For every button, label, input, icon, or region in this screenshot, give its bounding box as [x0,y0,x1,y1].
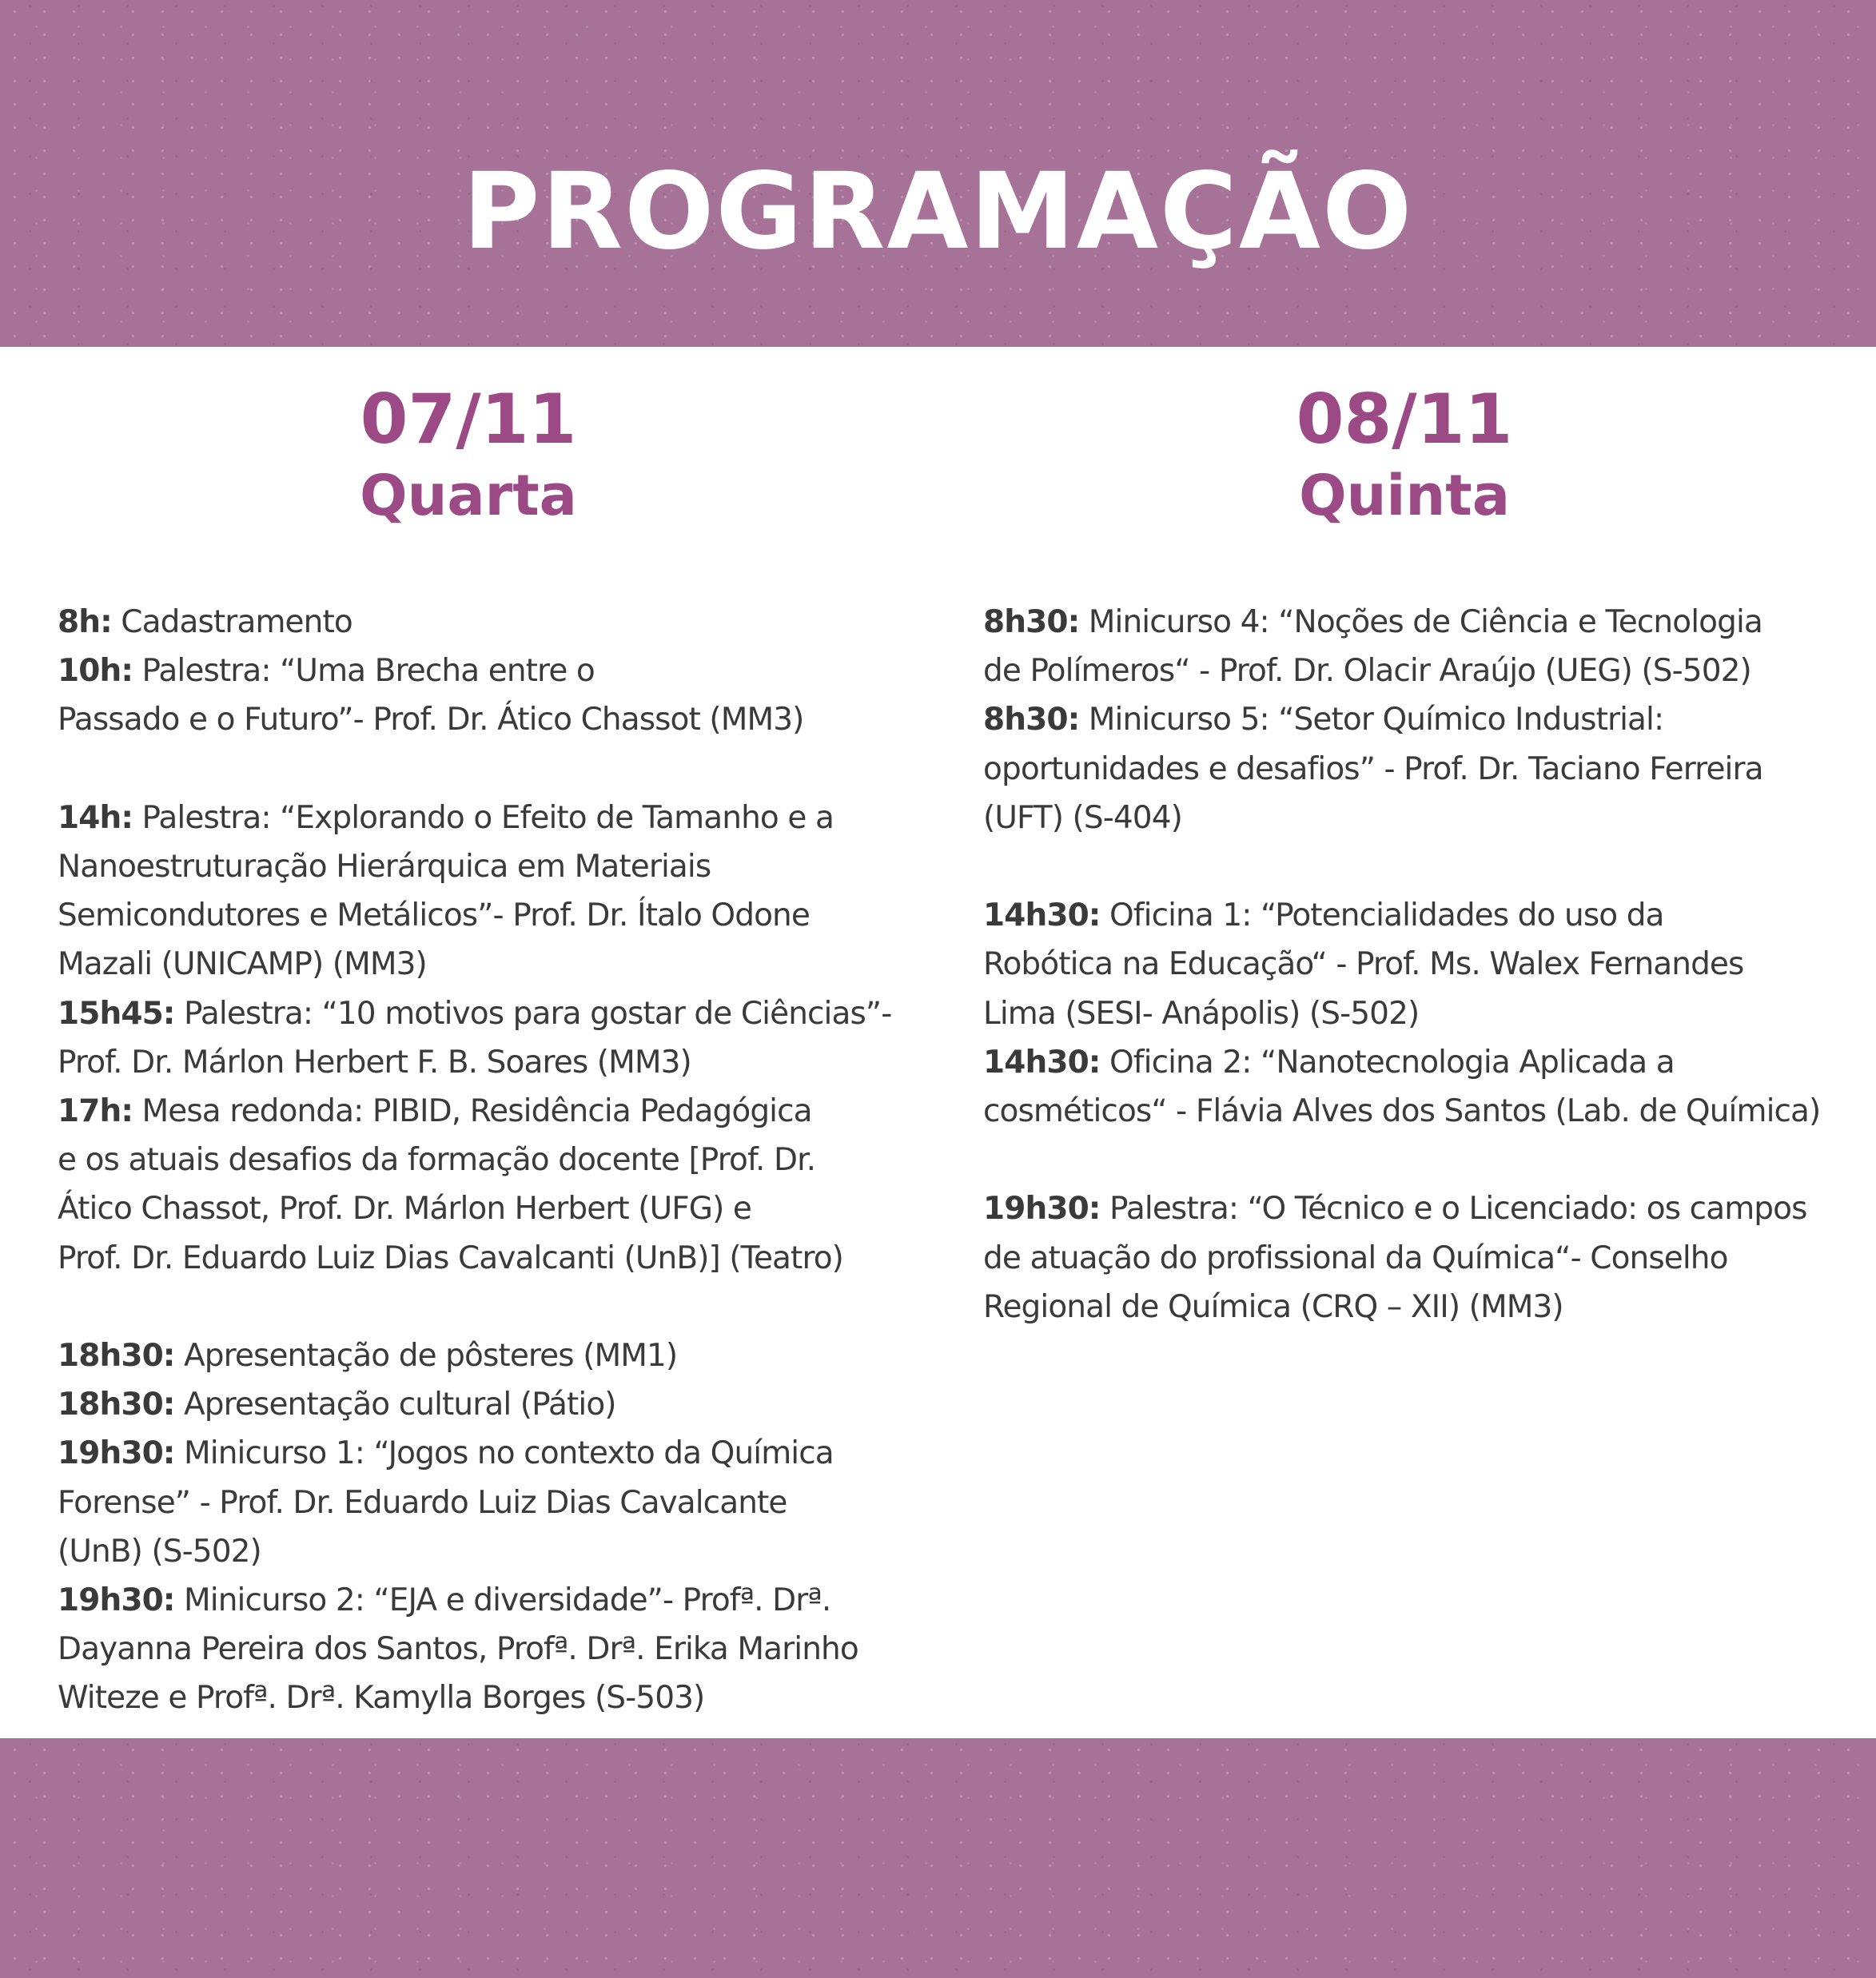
footer-band [0,1738,1876,1978]
schedule-entry [983,1038,1870,1136]
entry-text: de atuação do profissional da Química“- Conselho [983,1240,1728,1276]
entry-time: 18h30: [58,1338,175,1375]
schedule-entry [58,1429,953,1576]
entry-text: Prof. Dr. Eduardo Luiz Dias Cavalcanti (UnB)] (Teatro) [58,1240,843,1276]
entry-text: Nanoestruturação Hierárquica em Materiais [58,849,711,885]
entry-time: 15h45: [58,995,175,1032]
entry-text: Palestra: “Explorando o Efeito de Tamanho e a [133,799,834,836]
entry-time: 8h30: [983,604,1080,640]
schedule-entry [58,1331,953,1380]
entry-time: 17h: [58,1093,133,1130]
schedule-entry [58,1380,953,1429]
entry-text: Witeze e Profª. Drª. Kamylla Borges (S-503) [58,1680,705,1717]
day-header-thursday [1165,380,1644,531]
entry-time: 14h: [58,799,133,836]
entry-text: Minicurso 1: “Jogos no contexto da Química [174,1435,834,1472]
entry-text: oportunidades e desafios” - Prof. Dr. Taciano Ferreira [983,750,1763,787]
day-header-wednesday [229,380,708,531]
entry-text: Palestra: “10 motivos para gostar de Ciências”- [174,995,892,1032]
entry-time: 8h: [58,604,112,640]
entry-text: Regional de Química (CRQ – XII) (MM3) [983,1288,1563,1325]
entry-text: Minicurso 2: “EJA e diversidade”- Profª. Drª. [174,1582,831,1619]
entry-text: e os atuais desafios da formação docente [Prof. Dr. [58,1142,816,1179]
entry-text: Semicondutores e Metálicos”- Prof. Dr. Ítalo Odone [58,897,810,934]
entry-time: 18h30: [58,1387,175,1423]
entry-text: Prof. Dr. Márlon Herbert F. B. Soares (MM3) [58,1044,691,1081]
entry-time: 14h30: [983,897,1101,934]
schedule-entry [983,695,1870,842]
schedule-entry [58,794,953,989]
entry-time: 10h: [58,653,133,690]
day-date: 08/11 [1296,380,1513,460]
entry-text: Mesa redonda: PIBID, Residência Pedagógica [133,1093,812,1130]
schedule-entry [58,647,953,744]
page-title: PROGRAMAÇÃO [462,150,1414,273]
schedule-entry [58,1087,953,1283]
entry-text: Cadastramento [111,604,352,640]
entry-text: Oficina 2: “Nanotecnologia Aplicada a [1100,1044,1675,1081]
entry-text: Robótica na Educação“ - Prof. Ms. Walex Fernandes [983,946,1744,983]
entry-text: Palestra: “O Técnico e o Licenciado: os campos [1100,1191,1807,1228]
schedule-entry [983,1184,1870,1331]
entry-text: Forense” - Prof. Dr. Eduardo Luiz Dias Cavalcante [58,1484,787,1521]
entry-text: cosméticos“ - Flávia Alves dos Santos (Lab. de Química) [983,1093,1821,1130]
entry-text: Mazali (UNICAMP) (MM3) [58,946,427,983]
schedule-entry [983,598,1870,695]
entry-text: Passado e o Futuro”- Prof. Dr. Ático Chassot (MM3) [58,702,804,738]
entry-time: 14h30: [983,1044,1101,1081]
schedule-thursday [983,598,1870,1331]
entry-text: Minicurso 4: “Noções de Ciência e Tecnologia [1079,604,1762,640]
entry-text: (UFT) (S-404) [983,799,1182,836]
entry-text: Oficina 1: “Potencialidades do uso da [1100,897,1664,934]
day-weekday: Quarta [360,463,577,528]
entry-text: Apresentação de pôsteres (MM1) [174,1338,678,1375]
entry-text: Lima (SESI- Anápolis) (S-502) [983,995,1420,1032]
day-date: 07/11 [360,380,577,460]
entry-text: Minicurso 5: “Setor Químico Industrial: [1079,702,1664,738]
schedule-wednesday [58,598,953,1723]
entry-time: 19h30: [58,1435,175,1472]
entry-text: Apresentação cultural (Pátio) [174,1387,616,1423]
entry-time: 19h30: [58,1582,175,1619]
schedule-entry [983,891,1870,1038]
entry-text: de Polímeros“ - Prof. Dr. Olacir Araújo (UEG) (S-502) [983,653,1751,690]
entry-time: 19h30: [983,1191,1101,1228]
schedule-entry [58,989,953,1087]
schedule-entry [58,598,953,647]
schedule-entry [58,1576,953,1723]
entry-text: Dayanna Pereira dos Santos, Profª. Drª. Erika Marinho [58,1631,858,1668]
entry-time: 8h30: [983,702,1080,738]
entry-text: (UnB) (S-502) [58,1533,261,1570]
day-weekday: Quinta [1299,463,1510,528]
entry-text: Palestra: “Uma Brecha entre o [133,653,595,690]
entry-text: Ático Chassot, Prof. Dr. Márlon Herbert (UFG) e [58,1191,752,1228]
